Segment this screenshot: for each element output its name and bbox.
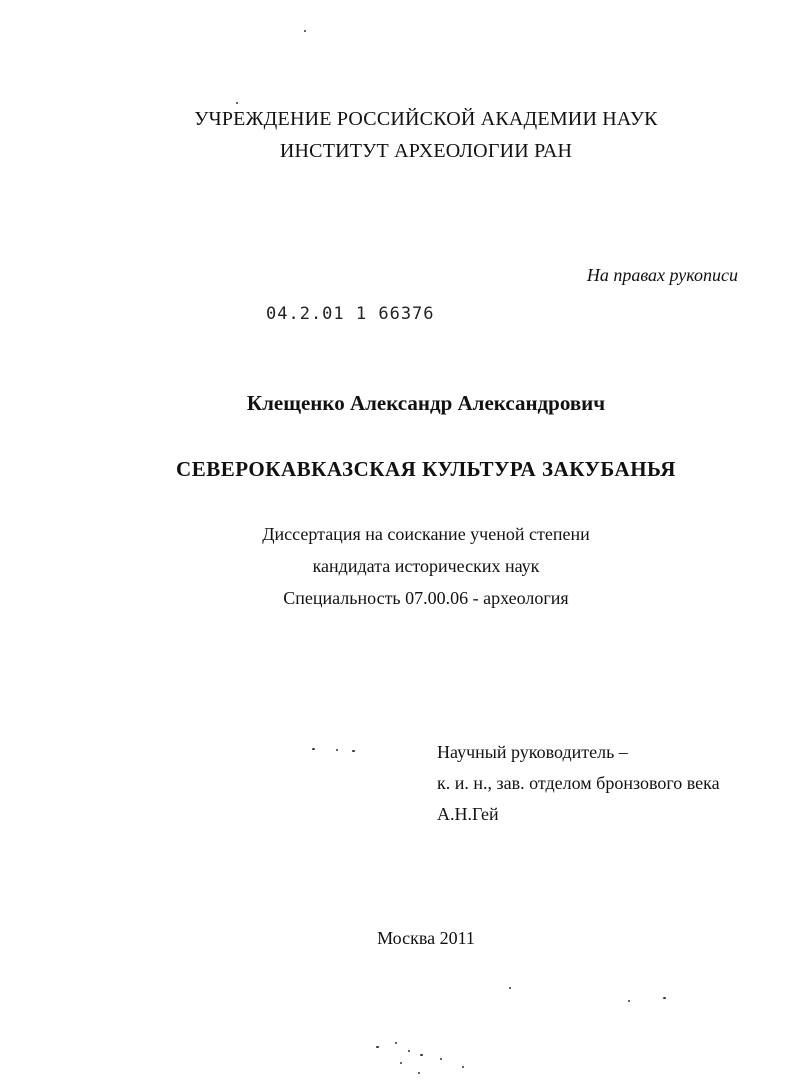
institution-name: УЧРЕЖДЕНИЕ РОССИЙСКОЙ АКАДЕМИИ НАУК: [194, 108, 658, 130]
degree-line-2: кандидата исторических наук: [312, 556, 540, 576]
supervisor-heading: Научный руководитель –: [437, 742, 628, 762]
author-name: Клещенко Александр Александрович: [246, 391, 606, 415]
specialty-line: Специальность 07.00.06 - археология: [283, 588, 569, 608]
archive-stamp: 04.2.01 1 66376: [266, 304, 435, 324]
supervisor-position: к. и. н., зав. отделом бронзового века: [437, 773, 720, 793]
city-year: Москва 2011: [377, 928, 475, 948]
dissertation-title: СЕВЕРОКАВКАЗСКАЯ КУЛЬТУРА ЗАКУБАНЬЯ: [176, 457, 676, 481]
degree-line-1: Диссертация на соискание ученой степени: [262, 524, 590, 544]
manuscript-note: На правах рукописи: [586, 265, 738, 285]
institute-name: ИНСТИТУТ АРХЕОЛОГИИ РАН: [279, 140, 573, 162]
supervisor-name: А.Н.Гей: [437, 804, 499, 824]
